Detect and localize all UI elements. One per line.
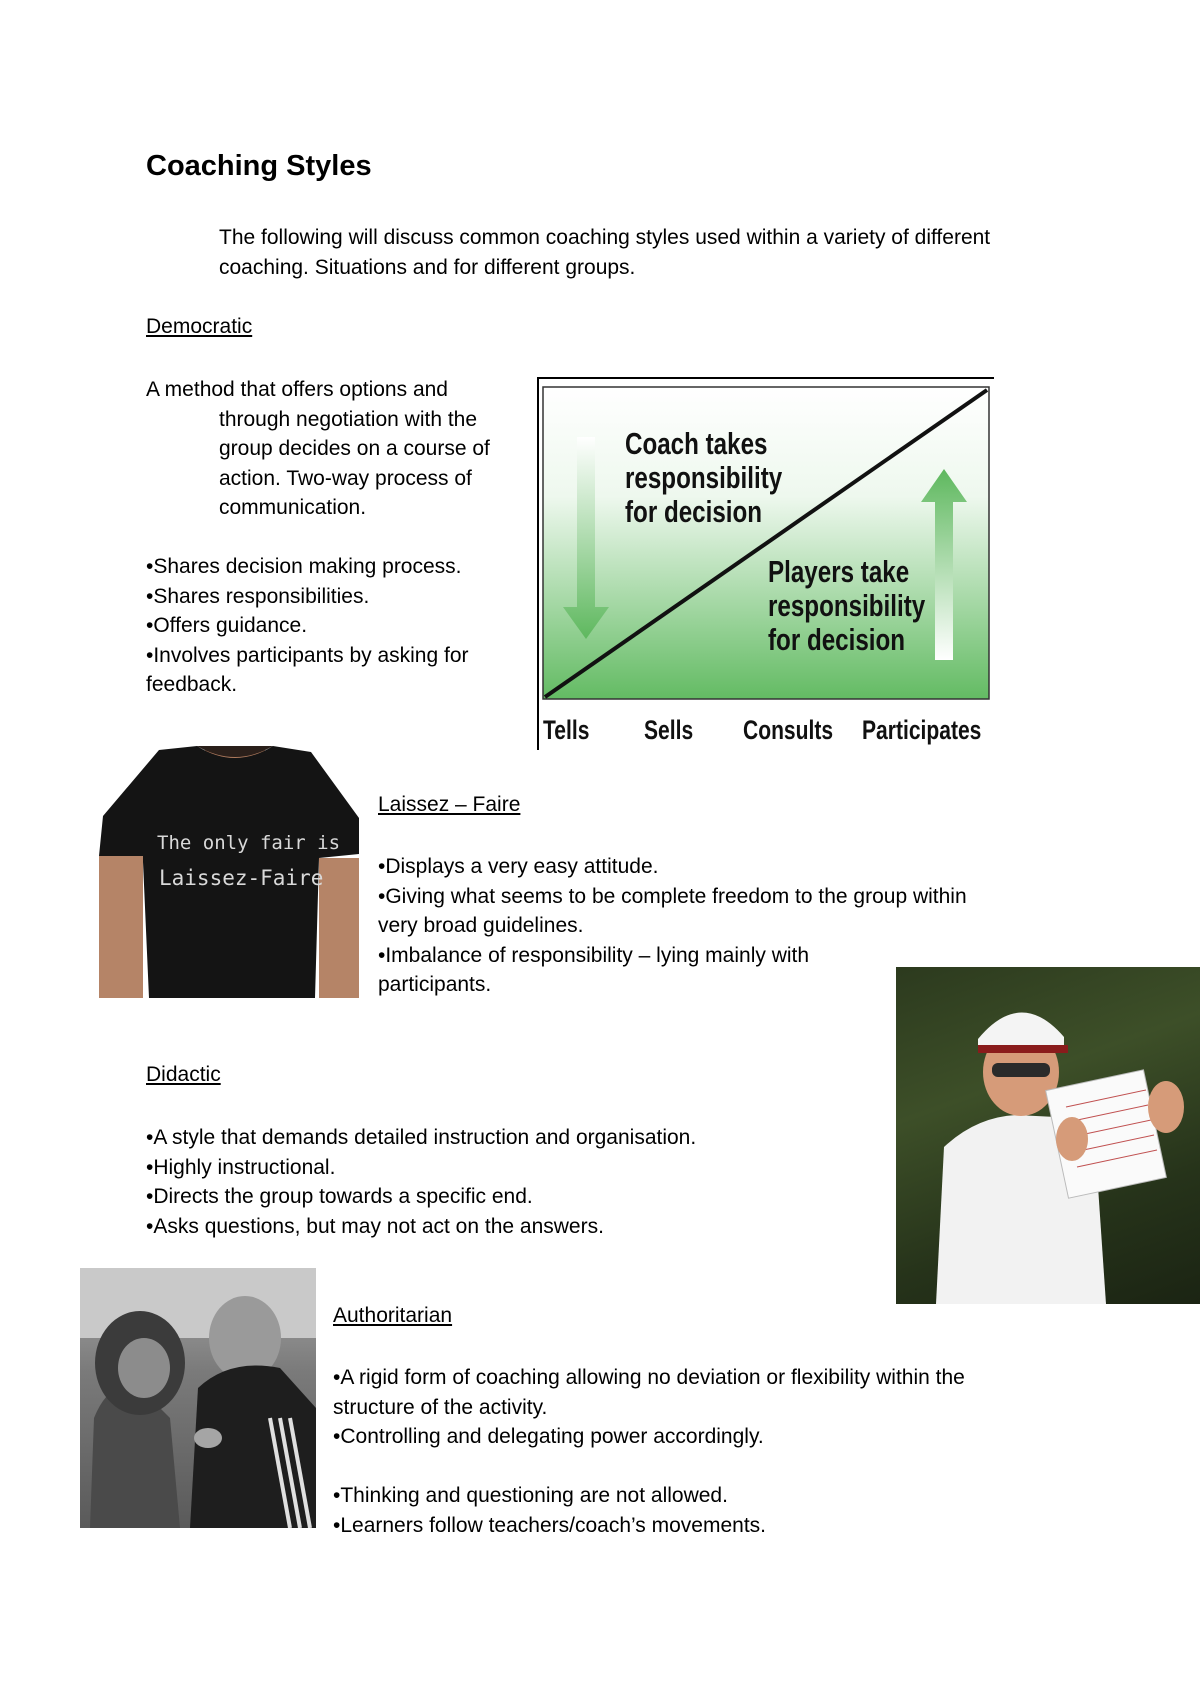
authoritarian-heading: Authoritarian bbox=[333, 1304, 453, 1327]
democratic-bullets: •Shares decision making process. •Shares responsibilities. •Offers guidance. •Involves participants by asking for feedback. bbox=[146, 555, 469, 696]
boxing-photo-graphic bbox=[80, 1268, 316, 1528]
laissez-faire-bullets: •Displays a very easy attitude. •Giving what seems to be complete freedom to the group within very broad guidelines. •Imbalance of responsibility – lying mainly with participants. bbox=[378, 855, 967, 996]
players-responsibility-label: Players take responsibility for decision bbox=[768, 554, 926, 657]
coach-photo-graphic bbox=[896, 967, 1200, 1304]
axis-label-sells: Sells bbox=[644, 715, 694, 745]
tshirt-text-line2: Laissez-Faire bbox=[159, 866, 324, 890]
laissez-faire-tshirt-photo bbox=[97, 746, 362, 998]
authoritarian-bullets-primary: •A rigid form of coaching allowing no deviation or flexibility within the structure of the activity. •Controlling and delegating power accordingly. bbox=[333, 1366, 965, 1448]
decision-continuum-diagram bbox=[537, 377, 994, 750]
page-title: Coaching Styles bbox=[146, 150, 372, 182]
democratic-description: through negotiation with the group decides on a course of action. Two-way process of communication. bbox=[219, 407, 490, 519]
axis-label-tells: Tells bbox=[543, 715, 590, 745]
didactic-bullets: •A style that demands detailed instruction and organisation. •Highly instructional. •Directs the group towards a specific end. •Asks questions, but may not act on the answers. bbox=[146, 1126, 697, 1238]
tshirt-text-line1: The only fair is bbox=[157, 832, 341, 854]
axis-label-consults: Consults bbox=[743, 715, 834, 745]
coach-responsibility-label: Coach takes responsibility for decision bbox=[625, 426, 783, 529]
axis-label-participates: Participates bbox=[862, 715, 982, 745]
authoritarian-boxing-photo bbox=[80, 1268, 316, 1528]
coach-clipboard-photo bbox=[896, 967, 1200, 1304]
democratic-heading: Democratic bbox=[146, 315, 253, 338]
laissez-faire-heading: Laissez – Faire bbox=[378, 793, 521, 816]
democratic-description-first-line: A method that offers options and bbox=[146, 378, 448, 401]
authoritarian-bullets-secondary: •Thinking and questioning are not allowed. •Learners follow teachers/coach’s movements. bbox=[333, 1484, 767, 1537]
intro-paragraph: The following will discuss common coaching styles used within a variety of different coaching. Situations and for different groups. bbox=[219, 226, 991, 279]
didactic-heading: Didactic bbox=[146, 1063, 221, 1086]
